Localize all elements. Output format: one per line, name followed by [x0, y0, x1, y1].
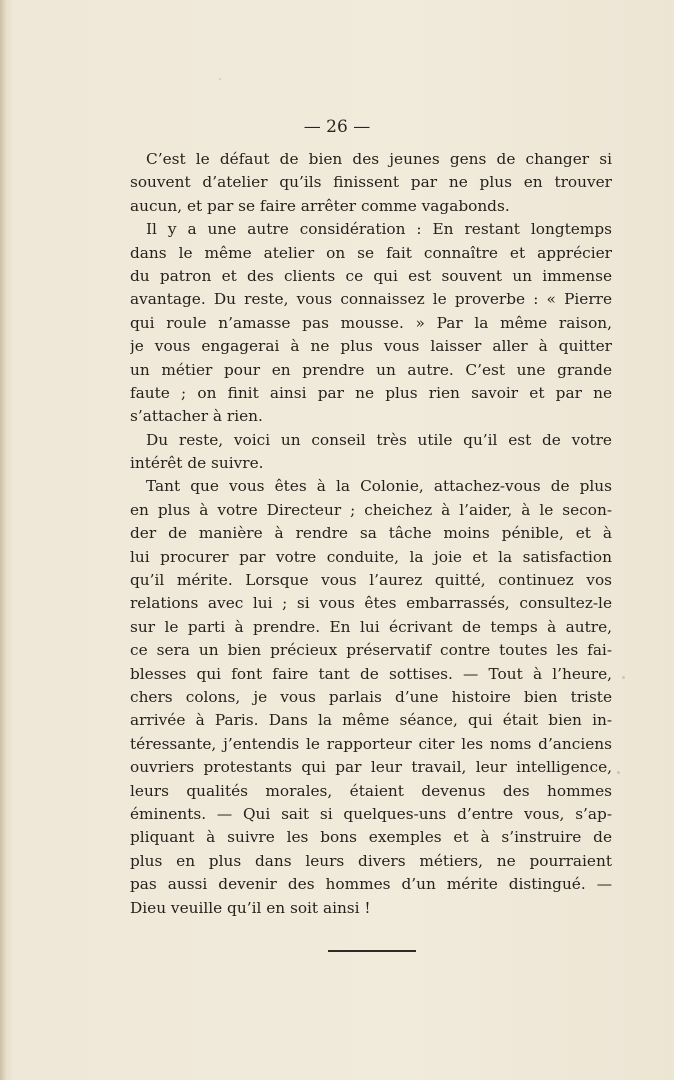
text-line: dans le même atelier on se fait connaître et apprécier	[130, 243, 612, 262]
text-line: ce sera un bien précieux préservatif contre toutes les fai-	[130, 641, 612, 660]
text-line: plus en plus dans leurs divers métiers, ne pourraient	[130, 851, 612, 870]
text-line: intérêt de suivre.	[130, 454, 264, 473]
text-line: sur le parti à prendre. En lui écrivant de temps à autre,	[130, 617, 612, 636]
text-line: éminents. — Qui sait si quelques-uns d’entre vous, s’ap-	[130, 804, 612, 823]
text-line: téressante, j’entendis le rapporteur citer les noms d’anciens	[130, 734, 612, 753]
text-line: arrivée à Paris. Dans la même séance, qui était bien in-	[130, 711, 612, 730]
text-line: je vous engagerai à ne plus vous laisser aller à quitter	[130, 337, 612, 356]
text-line: Dieu veuille qu’il en soit ainsi !	[130, 898, 371, 917]
page-number: — 26 —	[303, 117, 371, 137]
text-line: s’attacher à rien.	[130, 407, 263, 426]
text-line: Il y a une autre considération : En restant longtemps	[146, 220, 612, 239]
body-text	[130, 148, 612, 920]
text-line: faute ; on finit ainsi par ne plus rien savoir et par ne	[130, 383, 612, 402]
text-line: qui roule n’amasse pas mousse. » Par la même raison,	[130, 313, 612, 332]
text-line: Tant que vous êtes à la Colonie, attachez-vous de plus	[146, 477, 612, 496]
text-line: avantage. Du reste, vous connaissez le proverbe : « Pierre	[130, 290, 612, 309]
text-line: aucun, et par se faire arrêter comme vagabonds.	[130, 196, 510, 215]
text-line: souvent d’atelier qu’ils finissent par ne plus en trouver	[130, 173, 612, 192]
text-line: pas aussi devenir des hommes d’un mérite distingué. —	[130, 875, 612, 894]
text-line: C’est le défaut de bien des jeunes gens de changer si	[146, 150, 612, 168]
text-line: Du reste, voici un conseil très utile qu’il est de votre	[146, 430, 612, 449]
text-line: lui procurer par votre conduite, la joie et la satisfaction	[130, 547, 612, 566]
paper-spot	[622, 676, 625, 679]
text-line: en plus à votre Directeur ; cheichez à l’aider, à le secon-	[130, 500, 612, 519]
binding-edge	[0, 0, 6, 1080]
text-line: ouvriers protestants qui par leur travail, leur intelligence,	[130, 758, 612, 777]
text-line: blesses qui font faire tant de sottises. — Tout à l’heure,	[130, 664, 612, 683]
text-line: relations avec lui ; si vous êtes embarrassés, consultez-le	[130, 594, 612, 613]
text-line: leurs qualités morales, étaient devenus des hommes	[130, 781, 612, 800]
text-line: chers colons, je vous parlais d’une histoire bien triste	[130, 687, 612, 706]
text-line: pliquant à suivre les bons exemples et à s’instruire de	[130, 828, 612, 847]
paper-spot	[617, 771, 620, 774]
text-line: du patron et des clients ce qui est souvent un immense	[130, 266, 612, 285]
end-rule	[328, 950, 416, 952]
text-line: der de manière à rendre sa tâche moins pénible, et à	[130, 524, 612, 543]
text-line: qu’il mérite. Lorsque vous l’aurez quitté, continuez vos	[130, 571, 612, 590]
paper-spot	[219, 78, 221, 80]
text-line: un métier pour en prendre un autre. C’est une grande	[130, 360, 612, 379]
